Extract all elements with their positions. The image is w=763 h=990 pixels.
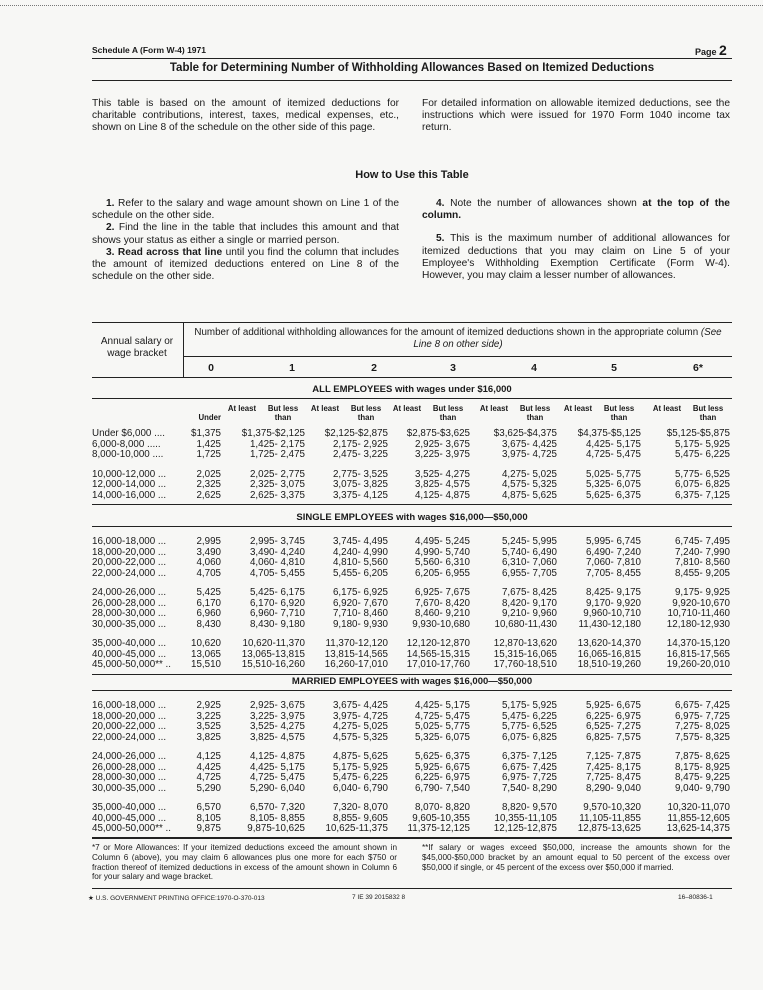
table-cell: 9,605-10,355: [412, 812, 470, 824]
table-cell: 5,175- 5,925: [332, 761, 388, 773]
table-row-label: 40,000-45,000 ...: [92, 648, 167, 660]
table-cell: 3,975- 4,725: [332, 710, 388, 722]
subheader-at-least: At least: [227, 404, 257, 413]
section-divider: [92, 690, 732, 691]
table-cell: $1,375-$2,125: [241, 428, 305, 439]
table-cell: 7,675- 8,425: [501, 587, 557, 598]
column-number: 1: [289, 362, 295, 374]
table-cell: 4,425- 5,175: [585, 438, 641, 450]
subheader-but-less-than: But less than: [432, 404, 464, 422]
table-cell: 9,960-10,710: [583, 608, 641, 619]
table-cell: 3,675- 4,425: [332, 700, 388, 711]
how-to-use-title: How to Use this Table: [355, 169, 469, 181]
table-cell: 3,745- 4,495: [332, 536, 388, 547]
table-cell: 12,875-13,625: [577, 823, 641, 834]
footnote-over-50000: **If salary or wages exceed $50,000, increase the amounts shown for the $45,000-$50,000 bracket by an amount equal to 50 percent of the excess over $50,000 if single, or 45 percent of the excess over $50,000 if married.: [422, 843, 730, 872]
section-title: ALL EMPLOYEES with wages under $16,000: [312, 384, 512, 395]
table-cell: 11,375-12,125: [407, 823, 470, 834]
table-cell: 4,240- 4,990: [332, 546, 388, 558]
table-cell: 4,060- 4,810: [249, 557, 305, 568]
table-cell: 10,320-11,070: [667, 802, 730, 813]
table-cell: 5,475- 6,225: [501, 710, 557, 722]
table-cell: 6,570- 7,320: [249, 802, 305, 813]
table-cell: 2,925- 3,675: [414, 438, 470, 450]
table-cell: 11,430-12,180: [578, 618, 641, 630]
subheader-but-less-than: But less than: [350, 404, 382, 422]
table-cell: 8,175- 8,925: [674, 761, 730, 773]
table-cell: 9,570-10,320: [583, 802, 641, 813]
page-title: Table for Determining Number of Withholding Allowances Based on Itemized Deductions: [169, 62, 655, 74]
table-cell: 17,760-18,510: [493, 659, 557, 670]
table-cell: 5,425: [196, 587, 221, 598]
table-cell: 6,825- 7,575: [585, 731, 641, 743]
table-cell: 13,065: [191, 648, 221, 660]
table-cell: 3,075- 3,825: [332, 479, 388, 490]
table-cell: 6,975- 7,725: [501, 772, 557, 783]
table-cell: 4,725: [196, 772, 221, 783]
table-cell: 4,725- 5,475: [249, 772, 305, 783]
column-number: 0: [208, 362, 214, 374]
table-row-label: 26,000-28,000 ...: [92, 597, 167, 609]
table-cell: 6,975- 7,725: [674, 710, 730, 722]
form-header-label: Schedule A (Form W-4) 1971: [92, 45, 206, 55]
table-cell: 7,575- 8,325: [674, 731, 730, 743]
table-cell: 10,680-11,430: [494, 618, 557, 630]
table-cell: 5,625- 6,375: [585, 489, 641, 501]
table-cell: 5,740- 6,490: [501, 546, 557, 558]
table-row-label: Under $6,000 ....: [92, 428, 165, 439]
table-cell: 3,225- 3,975: [249, 710, 305, 722]
table-cell: 6,225- 6,975: [414, 772, 470, 783]
table-cell: 8,455- 9,205: [674, 567, 730, 579]
table-cell: 6,075- 6,825: [501, 731, 557, 743]
table-cell: 5,290- 6,040: [249, 782, 305, 794]
table-cell: 4,990- 5,740: [414, 546, 470, 558]
table-cell: 3,525- 4,275: [249, 721, 305, 732]
table-cell: 8,070- 8,820: [414, 802, 470, 813]
table-row-label: 20,000-22,000 ...: [92, 557, 167, 568]
steps-right: [422, 198, 730, 282]
table-cell: 4,875- 5,625: [332, 751, 388, 762]
section-divider: [92, 526, 732, 527]
table-cell: $4,375-$5,125: [577, 428, 641, 439]
table-cell: 2,625- 3,375: [249, 489, 305, 501]
table-cell: 6,570: [196, 802, 221, 813]
table-cell: 2,775- 3,525: [332, 468, 388, 480]
col-header-salary: Annual salary or wage bracket: [100, 336, 174, 359]
table-cell: 6,675- 7,425: [501, 761, 557, 773]
table-cell: 5,560- 6,310: [414, 557, 470, 568]
table-row-label: 12,000-14,000 ...: [92, 479, 167, 490]
table-cell: 6,920- 7,670: [332, 597, 388, 609]
table-cell: 4,275- 5,025: [501, 468, 557, 480]
table-row-label: 6,000-8,000 .....: [92, 438, 161, 450]
table-cell: 6,075- 6,825: [674, 479, 730, 490]
table-row-label: 22,000-24,000 ...: [92, 567, 167, 579]
table-cell: 4,495- 5,245: [414, 536, 470, 547]
table-cell: 4,575- 5,325: [332, 731, 388, 743]
page-number: Page 2: [695, 42, 727, 58]
section-end-rule: [92, 674, 732, 675]
subheader-at-least: At least: [392, 404, 422, 413]
table-cell: 8,290- 9,040: [585, 782, 641, 794]
table-row-label: 28,000-30,000 ...: [92, 772, 167, 783]
table-cell: 4,060: [196, 557, 221, 568]
table-cell: 9,040- 9,790: [674, 782, 730, 794]
table-cell: 16,260-17,010: [324, 659, 388, 670]
table-cell: 7,670- 8,420: [414, 597, 470, 609]
table-cell: 7,710- 8,460: [332, 608, 388, 619]
table-row-label: 35,000-40,000 ...: [92, 638, 167, 649]
table-cell: 3,975- 4,725: [501, 449, 557, 460]
table-cell: 5,775- 6,525: [674, 468, 730, 480]
table-row-label: 16,000-18,000 ...: [92, 536, 167, 547]
table-cell: 19,260-20,010: [666, 659, 730, 670]
subheader-at-least: At least: [479, 404, 509, 413]
table-cell: 6,955- 7,705: [501, 567, 557, 579]
table-cell: 3,825- 4,575: [249, 731, 305, 743]
table-row-label: 10,000-12,000 ...: [92, 468, 167, 480]
table-cell: 10,625-11,375: [325, 823, 388, 834]
form-code: 16–80836-1: [678, 894, 713, 901]
table-cell: 1,725: [196, 449, 221, 460]
section-title: MARRIED EMPLOYEES with wages $16,000—$50,000: [291, 676, 533, 687]
table-cell: 7,810- 8,560: [674, 557, 730, 568]
col-header-allowances: Number of additional withholding allowances for the amount of itemized deductions shown in the appropriate column (See Line 8 on other side): [194, 327, 722, 350]
subheader-but-less-than: But less than: [267, 404, 299, 422]
table-cell: 4,125- 4,875: [414, 489, 470, 501]
table-cell: 4,705- 5,455: [249, 567, 305, 579]
table-cell: 8,425- 9,175: [585, 587, 641, 598]
table-cell: 9,170- 9,920: [585, 597, 641, 609]
table-cell: 5,995- 6,745: [585, 536, 641, 547]
table-cell: 5,325- 6,075: [585, 479, 641, 490]
table-cell: 2,325: [196, 479, 221, 490]
table-cell: 13,815-14,565: [324, 648, 388, 660]
table-cell: 13,625-14,375: [666, 823, 730, 834]
table-cell: 3,225- 3,975: [414, 449, 470, 460]
table-cell: 6,490- 7,240: [585, 546, 641, 558]
intro-right: For detailed information on allowable itemized deductions, see the instructions which were issued for 1970 Form 1040 income tax return.: [422, 98, 730, 134]
table-cell: 6,525- 7,275: [585, 721, 641, 732]
table-cell: 6,375- 7,125: [501, 751, 557, 762]
table-cell: 6,170: [196, 597, 221, 609]
table-cell: 10,355-11,105: [494, 812, 557, 824]
step-4: 4. Note the number of allowances shown at the top of the column.: [422, 198, 730, 222]
table-row-label: 30,000-35,000 ...: [92, 782, 167, 794]
table-cell: 5,290: [196, 782, 221, 794]
table-cell: $2,875-$3,625: [406, 428, 470, 439]
table-cell: 5,625- 6,375: [414, 751, 470, 762]
subheader-but-less-than: But less than: [603, 404, 635, 422]
table-cell: 3,490- 4,240: [249, 546, 305, 558]
table-cell: 9,875-10,625: [247, 823, 305, 834]
table-cell: 4,810- 5,560: [332, 557, 388, 568]
table-cell: 12,870-13,620: [493, 638, 557, 649]
footnote-seven-or-more: *7 or More Allowances: If your itemized deductions exceed the amount shown in Column 6 (above), you may claim 6 allowances plus one more for each $750 or fraction thereof of itemized deductions in excess of the amount shown in Column 6 for your salary and wage bracket.: [92, 843, 397, 882]
table-cell: 4,275- 5,025: [332, 721, 388, 732]
table-cell: 3,675- 4,425: [501, 438, 557, 450]
table-cell: 6,205- 6,955: [414, 567, 470, 579]
table-row-label: 8,000-10,000 ....: [92, 449, 164, 460]
table-cell: 6,745- 7,495: [674, 536, 730, 547]
table-cell: 8,430: [196, 618, 221, 630]
table-cell: 3,825- 4,575: [414, 479, 470, 490]
table-cell: 1,425: [196, 438, 221, 450]
table-cell: 6,375- 7,125: [674, 489, 730, 501]
subheader-but-less-than: But less than: [692, 404, 724, 422]
table-cell: 4,875- 5,625: [501, 489, 557, 501]
table-cell: 5,925- 6,675: [585, 700, 641, 711]
table-cell: 12,120-12,870: [406, 638, 470, 649]
table-cell: 4,425: [196, 761, 221, 773]
table-cell: 4,425- 5,175: [414, 700, 470, 711]
table-cell: 12,180-12,930: [666, 618, 730, 630]
table-cell: 4,125: [196, 751, 221, 762]
table-cell: 2,025: [196, 468, 221, 480]
table-cell: 9,180- 9,930: [332, 618, 388, 630]
table-cell: 2,925: [196, 700, 221, 711]
table-cell: 15,510-16,260: [241, 659, 305, 670]
table-cell: 7,275- 8,025: [674, 721, 730, 732]
step-2: 2. Find the line in the table that includes this amount and that shows your status as either a single or married person.: [92, 222, 399, 246]
table-cell: 7,060- 7,810: [585, 557, 641, 568]
table-cell: 9,930-10,680: [412, 618, 470, 630]
table-cell: 5,925- 6,675: [414, 761, 470, 773]
table-cell: 5,455- 6,205: [332, 567, 388, 579]
table-cell: 6,790- 7,540: [414, 782, 470, 794]
step-1: 1. Refer to the salary and wage amount shown on Line 1 of the schedule on the other side.: [92, 198, 399, 222]
table-cell: 2,475- 3,225: [332, 449, 388, 460]
table-cell: 5,175- 5,925: [501, 700, 557, 711]
subheader-but-less-than: But less than: [519, 404, 551, 422]
column-number: 6*: [693, 362, 703, 374]
table-cell: 6,040- 6,790: [332, 782, 388, 794]
table-row-label: 24,000-26,000 ...: [92, 751, 167, 762]
table-cell: $2,125-$2,875: [324, 428, 388, 439]
step-5: 5. This is the maximum number of additional allowances for itemized deductions that you may claim on Line 5 of your Employee's Withholding Exemption Certificate (Form W-4). However, you may claim a lesser number of allowances.: [422, 233, 730, 282]
table-cell: 8,430- 9,180: [249, 618, 305, 630]
table-row-label: 14,000-16,000 ...: [92, 489, 167, 501]
table-cell: 7,240- 7,990: [674, 546, 730, 558]
steps-left: [92, 198, 399, 283]
table-cell: 10,710-11,460: [667, 608, 730, 619]
subheader-at-least: At least: [563, 404, 593, 413]
table-cell: 4,125- 4,875: [249, 751, 305, 762]
subheader-at-least: At least: [652, 404, 682, 413]
table-cell: 2,175- 2,925: [332, 438, 388, 450]
table-cell: 6,960: [196, 608, 221, 619]
table-cell: 6,675- 7,425: [674, 700, 730, 711]
table-cell: 5,475- 6,225: [332, 772, 388, 783]
table-cell: 15,510: [191, 659, 221, 670]
intro-left: This table is based on the amount of itemized deductions for charitable contributions, interest, taxes, medical expenses, etc., shown on Line 8 of the schedule on the other side of this page.: [92, 98, 399, 134]
table-cell: 7,705- 8,455: [585, 567, 641, 579]
subheader-under: Under: [198, 413, 221, 422]
table-cell: 16,815-17,565: [666, 648, 730, 660]
table-row-label: 28,000-30,000 ...: [92, 608, 167, 619]
section-title: SINGLE EMPLOYEES with wages $16,000—$50,000: [296, 512, 528, 523]
table-cell: 3,490: [196, 546, 221, 558]
subheader-at-least: At least: [310, 404, 340, 413]
table-cell: 5,245- 5,995: [501, 536, 557, 547]
table-cell: 6,175- 6,925: [332, 587, 388, 598]
table-cell: 4,425- 5,175: [249, 761, 305, 773]
table-cell: 8,420- 9,170: [501, 597, 557, 609]
table-cell: 4,705: [196, 567, 221, 579]
table-cell: $1,375: [191, 428, 221, 439]
section-divider: [92, 398, 732, 399]
table-cell: 7,540- 8,290: [501, 782, 557, 794]
table-cell: 11,370-12,120: [325, 638, 388, 649]
table-cell: 1,725- 2,475: [249, 449, 305, 460]
table-cell: 2,925- 3,675: [249, 700, 305, 711]
table-cell: 13,065-13,815: [241, 648, 305, 660]
table-cell: 17,010-17,760: [406, 659, 470, 670]
table-row-label: 16,000-18,000 ...: [92, 700, 167, 711]
table-cell: 6,310- 7,060: [501, 557, 557, 568]
table-cell: 12,125-12,875: [493, 823, 557, 834]
column-number: 4: [531, 362, 537, 374]
table-cell: 1,425- 2,175: [249, 438, 305, 450]
column-number: 3: [450, 362, 456, 374]
table-cell: 5,175- 5,925: [674, 438, 730, 450]
table-cell: 3,525- 4,275: [414, 468, 470, 480]
table-cell: 2,995- 3,745: [249, 536, 305, 547]
table-cell: 14,565-15,315: [406, 648, 470, 660]
print-code: 7 IE 39 2015832 8: [352, 894, 406, 901]
table-cell: 8,855- 9,605: [332, 812, 388, 824]
table-cell: $3,625-$4,375: [493, 428, 557, 439]
table-cell: 3,225: [196, 710, 221, 722]
table-row-label: 30,000-35,000 ...: [92, 618, 167, 630]
table-cell: 5,775- 6,525: [501, 721, 557, 732]
table-cell: 9,175- 9,925: [674, 587, 730, 598]
table-cell: 5,475- 6,225: [674, 449, 730, 460]
table-row-label: 22,000-24,000 ...: [92, 731, 167, 743]
table-cell: 4,725- 5,475: [414, 710, 470, 722]
table-cell: 16,065-16,815: [577, 648, 641, 660]
table-row-label: 18,000-20,000 ...: [92, 710, 167, 722]
step-3: 3. Read across that line until you find the column that includes the amount of itemized deductions entered on Line 8 of the schedule on the other side.: [92, 246, 399, 283]
table-cell: 2,995: [196, 536, 221, 547]
table-cell: 8,475- 9,225: [674, 772, 730, 783]
table-cell: 5,425- 6,175: [249, 587, 305, 598]
table-cell: 10,620-11,370: [242, 638, 305, 649]
table-cell: 18,510-19,260: [577, 659, 641, 670]
table-cell: 8,820- 9,570: [501, 802, 557, 813]
table-cell: 13,620-14,370: [577, 638, 641, 649]
column-number: 5: [611, 362, 617, 374]
table-cell: 3,525: [196, 721, 221, 732]
table-cell: 8,460- 9,210: [414, 608, 470, 619]
table-cell: 5,025- 5,775: [585, 468, 641, 480]
table-cell: 4,575- 5,325: [501, 479, 557, 490]
table-row-label: 40,000-45,000 ...: [92, 812, 167, 824]
table-cell: 2,625: [196, 489, 221, 501]
table-cell: 3,375- 4,125: [332, 489, 388, 501]
table-cell: 9,210- 9,960: [501, 608, 557, 619]
table-row-label: 18,000-20,000 ...: [92, 546, 167, 558]
table-cell: 14,370-15,120: [666, 638, 730, 649]
table-cell: 10,620: [191, 638, 221, 649]
table-cell: 7,320- 8,070: [332, 802, 388, 813]
table-cell: 9,875: [196, 823, 221, 834]
table-row-label: 45,000-50,000** ..: [92, 823, 171, 834]
table-cell: 5,325- 6,075: [414, 731, 470, 743]
table-cell: 7,425- 8,175: [585, 761, 641, 773]
table-cell: 6,170- 6,920: [249, 597, 305, 609]
table-row-label: 26,000-28,000 ...: [92, 761, 167, 773]
table-cell: 9,920-10,670: [672, 597, 730, 609]
table-row-label: 45,000-50,000** ..: [92, 659, 171, 670]
table-cell: 3,825: [196, 731, 221, 743]
gpo-imprint: ★ U.S. GOVERNMENT PRINTING OFFICE:1970-O-370-013: [88, 895, 265, 902]
table-cell: 4,725- 5,475: [585, 449, 641, 460]
table-cell: 7,125- 7,875: [585, 751, 641, 762]
table-row-label: 20,000-22,000 ...: [92, 721, 167, 732]
table-cell: 7,875- 8,625: [674, 751, 730, 762]
table-row-label: 24,000-26,000 ...: [92, 587, 167, 598]
table-cell: $5,125-$5,875: [666, 428, 730, 439]
table-cell: 2,325- 3,075: [249, 479, 305, 490]
table-cell: 7,725- 8,475: [585, 772, 641, 783]
column-number: 2: [371, 362, 377, 374]
table-cell: 8,105: [196, 812, 221, 824]
table-cell: 6,960- 7,710: [249, 608, 305, 619]
section-end-rule: [92, 504, 732, 505]
table-cell: 15,315-16,065: [493, 648, 557, 660]
table-row-label: 35,000-40,000 ...: [92, 802, 167, 813]
table-cell: 11,105-11,855: [579, 812, 641, 824]
table-cell: 2,025- 2,775: [249, 468, 305, 480]
table-cell: 5,025- 5,775: [414, 721, 470, 732]
table-cell: 11,855-12,605: [667, 812, 730, 824]
table-cell: 6,225- 6,975: [585, 710, 641, 722]
table-cell: 8,105- 8,855: [249, 812, 305, 824]
table-cell: 6,925- 7,675: [414, 587, 470, 598]
